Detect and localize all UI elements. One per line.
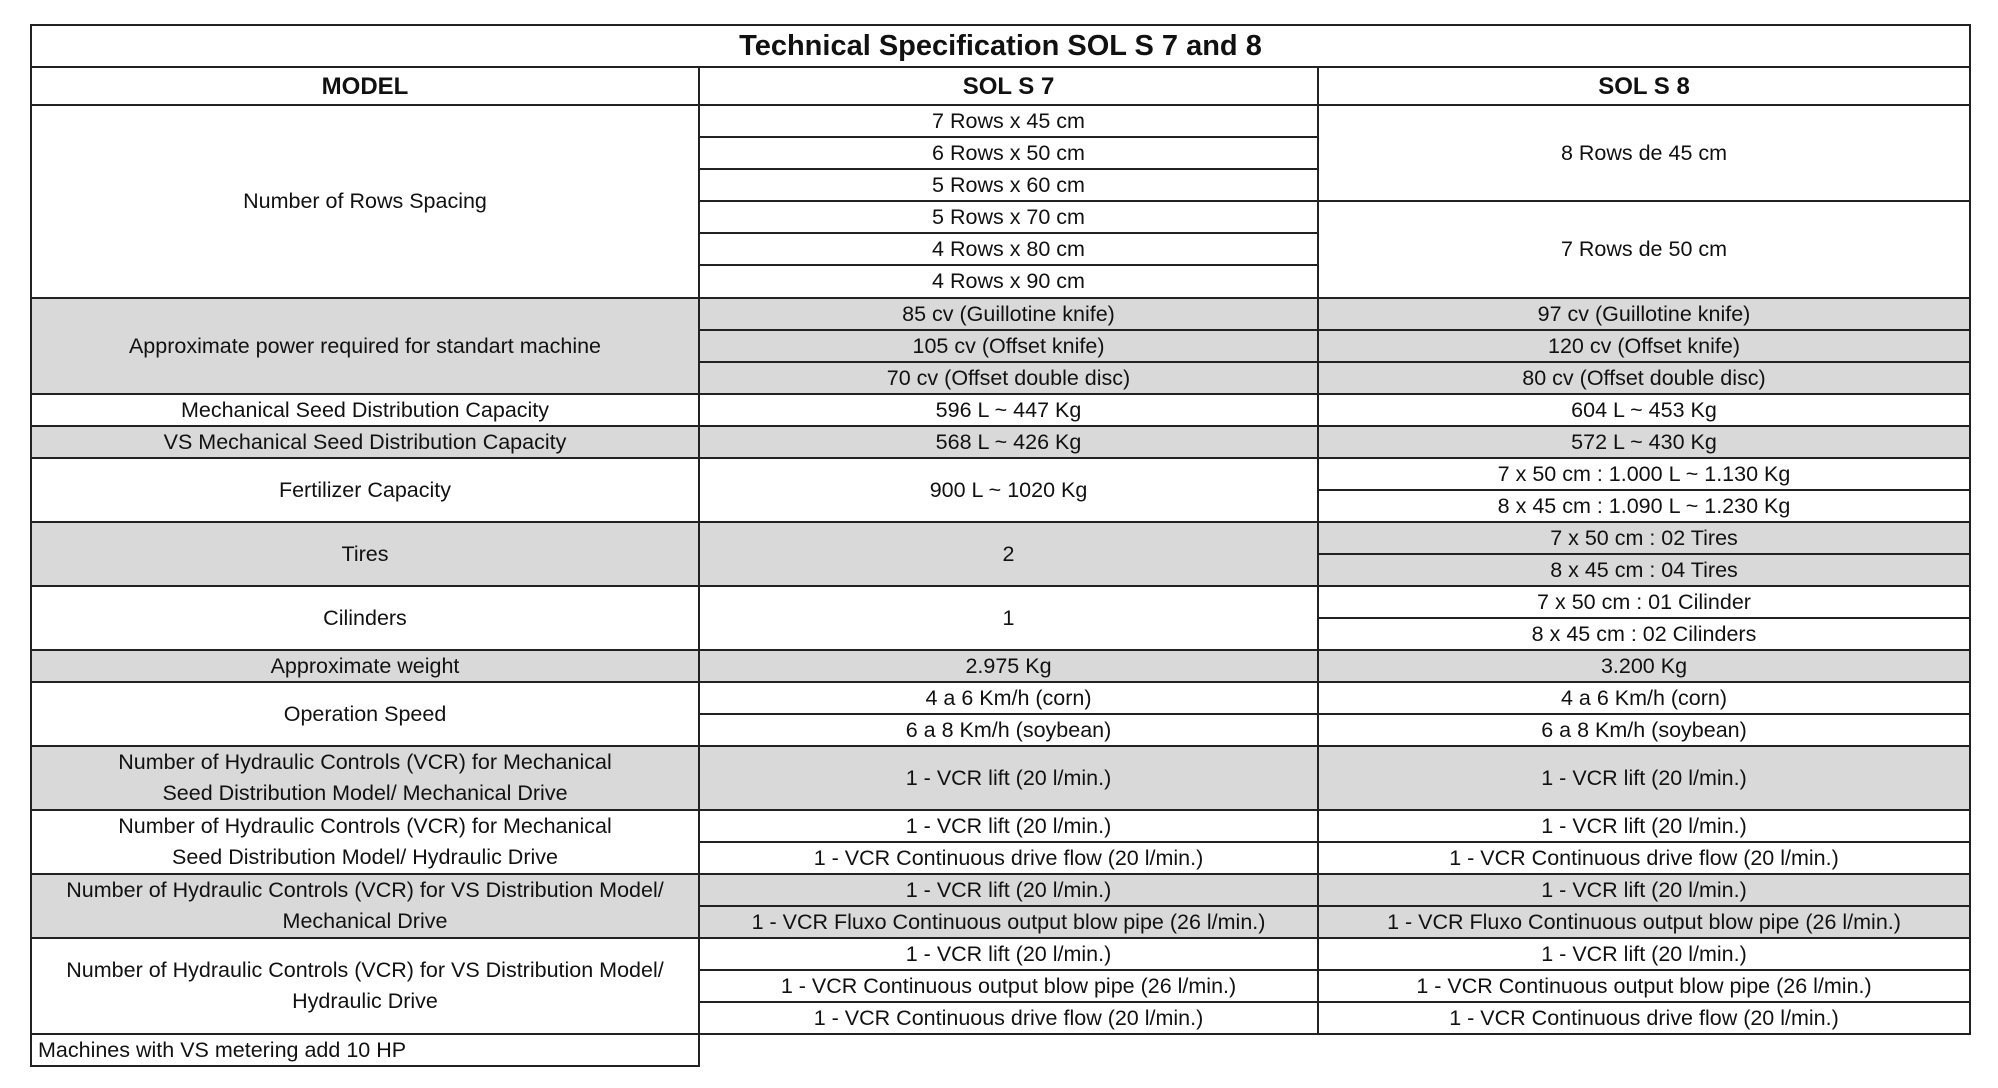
s8-tires-1: 7 x 50 cm : 02 Tires <box>1317 521 1971 555</box>
s8-cilinders-2: 8 x 45 cm : 02 Cilinders <box>1317 617 1971 651</box>
footnote: Machines with VS metering add 10 HP <box>30 1033 700 1067</box>
label-mech-seed: Mechanical Seed Distribution Capacity <box>30 393 700 427</box>
s7-vcr-vs-hyd-1: 1 - VCR lift (20 l/min.) <box>698 937 1319 971</box>
s7-vcr-vs-mech-1: 1 - VCR lift (20 l/min.) <box>698 873 1319 907</box>
s8-power-3: 80 cv (Offset double disc) <box>1317 361 1971 395</box>
label-rows-spacing: Number of Rows Spacing <box>30 104 700 299</box>
label-fertilizer: Fertilizer Capacity <box>30 457 700 523</box>
s7-rows-4: 5 Rows x 70 cm <box>698 200 1319 234</box>
s8-speed-2: 6 a 8 Km/h (soybean) <box>1317 713 1971 747</box>
s7-fertilizer: 900 L ~ 1020 Kg <box>698 457 1319 523</box>
s7-power-2: 105 cv (Offset knife) <box>698 329 1319 363</box>
table-title: Technical Specification SOL S 7 and 8 <box>30 24 1971 68</box>
label-vcr-mech-hyd: Number of Hydraulic Controls (VCR) for Mechanical Seed Distribution Model/ Hydraulic Drive <box>30 809 700 875</box>
s7-weight: 2.975 Kg <box>698 649 1319 683</box>
s8-vcr-mech-hyd-2: 1 - VCR Continuous drive flow (20 l/min.) <box>1317 841 1971 875</box>
s8-speed-1: 4 a 6 Km/h (corn) <box>1317 681 1971 715</box>
s7-rows-1: 7 Rows x 45 cm <box>698 104 1319 138</box>
s8-rows-2: 7 Rows de 50 cm <box>1317 200 1971 299</box>
s8-vcr-vs-hyd-2: 1 - VCR Continuous output blow pipe (26 l/min.) <box>1317 969 1971 1003</box>
label-vcr-vs-mech: Number of Hydraulic Controls (VCR) for VS Distribution Model/ Mechanical Drive <box>30 873 700 939</box>
s7-speed-2: 6 a 8 Km/h (soybean) <box>698 713 1319 747</box>
s8-cilinders-1: 7 x 50 cm : 01 Cilinder <box>1317 585 1971 619</box>
s7-speed-1: 4 a 6 Km/h (corn) <box>698 681 1319 715</box>
spec-table <box>30 24 1971 1067</box>
s7-tires: 2 <box>698 521 1319 587</box>
s8-vcr-vs-mech-2: 1 - VCR Fluxo Continuous output blow pipe (26 l/min.) <box>1317 905 1971 939</box>
s8-fertilizer-1: 7 x 50 cm : 1.000 L ~ 1.130 Kg <box>1317 457 1971 491</box>
s7-vs-mech-seed: 568 L ~ 426 Kg <box>698 425 1319 459</box>
s8-fertilizer-2: 8 x 45 cm : 1.090 L ~ 1.230 Kg <box>1317 489 1971 523</box>
label-tires: Tires <box>30 521 700 587</box>
s8-rows-1: 8 Rows de 45 cm <box>1317 104 1971 202</box>
s8-vcr-mech-hyd-1: 1 - VCR lift (20 l/min.) <box>1317 809 1971 843</box>
s8-tires-2: 8 x 45 cm : 04 Tires <box>1317 553 1971 587</box>
s8-vcr-vs-hyd-3: 1 - VCR Continuous drive flow (20 l/min.) <box>1317 1001 1971 1035</box>
s7-vcr-vs-mech-2: 1 - VCR Fluxo Continuous output blow pipe (26 l/min.) <box>698 905 1319 939</box>
s7-power-3: 70 cv (Offset double disc) <box>698 361 1319 395</box>
s8-vs-mech-seed: 572 L ~ 430 Kg <box>1317 425 1971 459</box>
header-sol-s7: SOL S 7 <box>698 66 1319 106</box>
s7-cilinders: 1 <box>698 585 1319 651</box>
label-weight: Approximate weight <box>30 649 700 683</box>
label-cilinders: Cilinders <box>30 585 700 651</box>
s8-vcr-vs-hyd-1: 1 - VCR lift (20 l/min.) <box>1317 937 1971 971</box>
label-vs-mech-seed: VS Mechanical Seed Distribution Capacity <box>30 425 700 459</box>
s7-rows-6: 4 Rows x 90 cm <box>698 264 1319 299</box>
header-model: MODEL <box>30 66 700 106</box>
s8-vcr-vs-mech-1: 1 - VCR lift (20 l/min.) <box>1317 873 1971 907</box>
s7-mech-seed: 596 L ~ 447 Kg <box>698 393 1319 427</box>
s7-vcr-vs-hyd-3: 1 - VCR Continuous drive flow (20 l/min.) <box>698 1001 1319 1035</box>
s8-vcr-mech-mech: 1 - VCR lift (20 l/min.) <box>1317 745 1971 811</box>
s8-weight: 3.200 Kg <box>1317 649 1971 683</box>
s7-vcr-vs-hyd-2: 1 - VCR Continuous output blow pipe (26 l/min.) <box>698 969 1319 1003</box>
s7-power-1: 85 cv (Guillotine knife) <box>698 297 1319 331</box>
s7-vcr-mech-mech: 1 - VCR lift (20 l/min.) <box>698 745 1319 811</box>
label-power: Approximate power required for standart machine <box>30 297 700 395</box>
s8-mech-seed: 604 L ~ 453 Kg <box>1317 393 1971 427</box>
header-sol-s8: SOL S 8 <box>1317 66 1971 106</box>
s8-power-2: 120 cv (Offset knife) <box>1317 329 1971 363</box>
s7-vcr-mech-hyd-2: 1 - VCR Continuous drive flow (20 l/min.) <box>698 841 1319 875</box>
s7-vcr-mech-hyd-1: 1 - VCR lift (20 l/min.) <box>698 809 1319 843</box>
s7-rows-5: 4 Rows x 80 cm <box>698 232 1319 266</box>
label-speed: Operation Speed <box>30 681 700 747</box>
label-vcr-mech-mech: Number of Hydraulic Controls (VCR) for Mechanical Seed Distribution Model/ Mechanical Drive <box>30 745 700 811</box>
s8-power-1: 97 cv (Guillotine knife) <box>1317 297 1971 331</box>
s7-rows-2: 6 Rows x 50 cm <box>698 136 1319 170</box>
label-vcr-vs-hyd: Number of Hydraulic Controls (VCR) for VS Distribution Model/ Hydraulic Drive <box>30 937 700 1035</box>
s7-rows-3: 5 Rows x 60 cm <box>698 168 1319 202</box>
